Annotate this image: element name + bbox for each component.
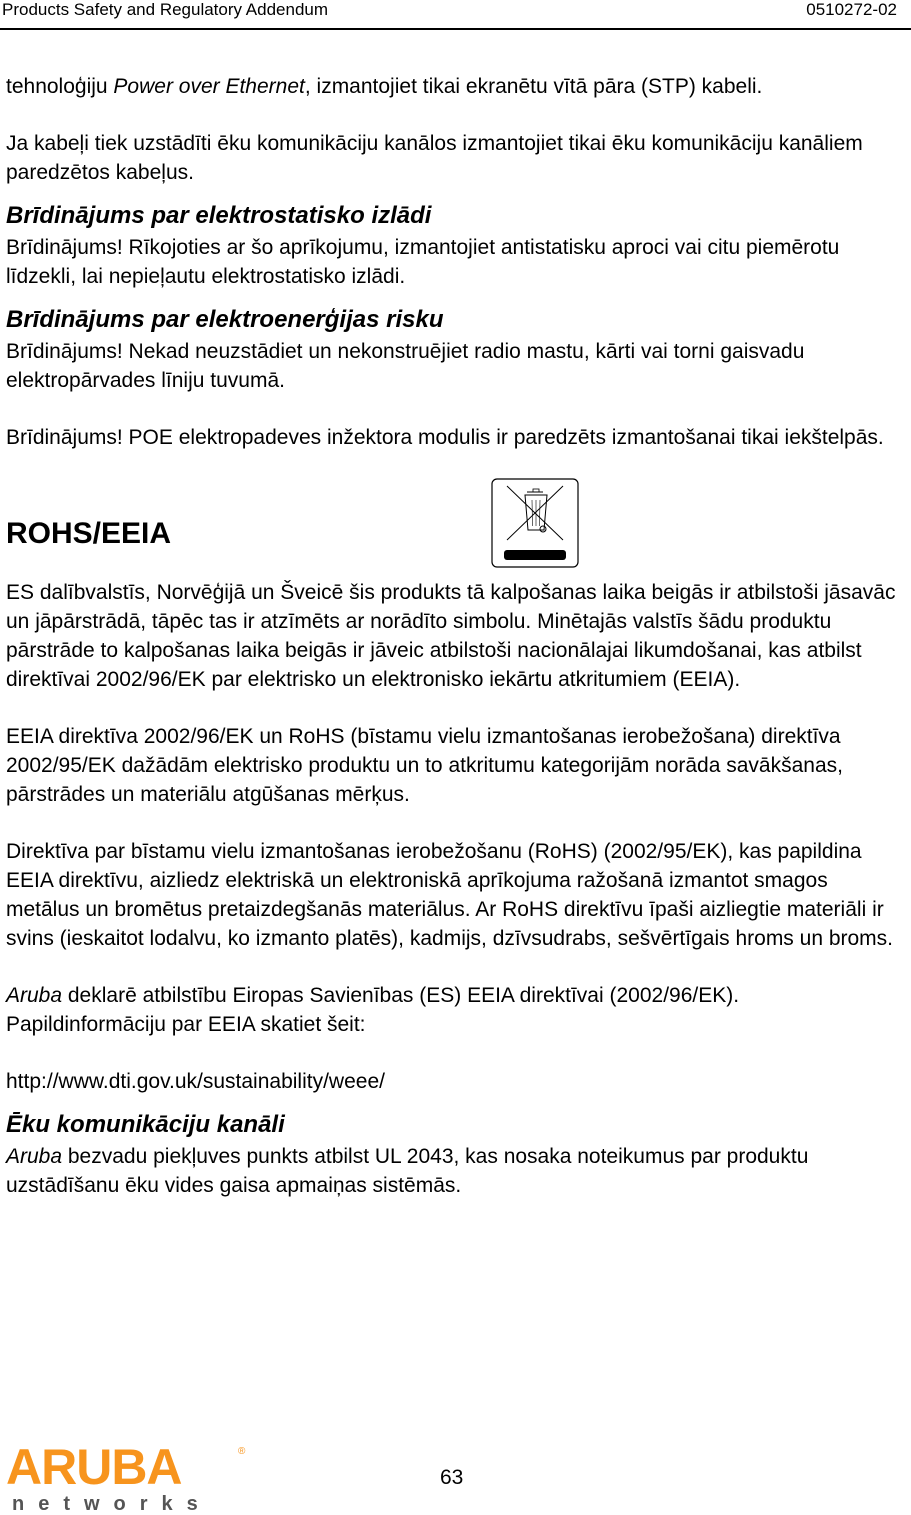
italic-brand: Aruba	[6, 984, 63, 1007]
aruba-networks-logo	[4, 1440, 254, 1515]
heading-esd-warning: Brīdinājums par elektrostatisko izlādi	[6, 202, 432, 229]
paragraph-weee-rohs-targets: EEIA direktīva 2002/96/EK un RoHS (bīstamu vielu izmantošanas ierobežošana) direktīva 2002/95/EK dažādām elektrisko produktu un to atkritumu kategorijām norāda savākšanas, pārstrādes un materiālu atgūšanas mērķus.	[6, 725, 843, 806]
paragraph-rohs-directive: Direktīva par bīstamu vielu izmantošanas ierobežošanu (RoHS) (2002/95/EK), kas papildina EEIA direktīvu, aizliedz elektriskā un elektroniskā aprīkojuma ražošanā izmantot smagos metālus un bromētus pretaizdegšanās materiālus. Ar RoHS direktīvu īpaši aizliegtie materiāli ir svins (ieskaitot lodalvu, ko izmanto platēs), kadmijs, dzīvsudrabs, sešvērtīgais hroms un broms.	[6, 840, 894, 950]
paragraph-aruba-declaration	[6, 981, 902, 1039]
page-number: 63	[440, 1466, 464, 1489]
italic-brand: Aruba	[6, 1145, 63, 1168]
paragraph-esd-warning: Brīdinājums! Rīkojoties ar šo aprīkojumu, izmantojiet antistatisku aproci vai citu piemērotu līdzekli, lai nepieļautu elektrostatisko izlādi.	[6, 236, 840, 288]
weee-url-link[interactable]: http://www.dti.gov.uk/sustainability/weee/	[6, 1070, 385, 1093]
text-run: tehnoloģiju	[6, 75, 114, 98]
weee-crossed-bin-icon	[491, 478, 579, 568]
heading-rohs: ROHS/EEIA	[6, 517, 172, 550]
paragraph-poe-cable	[6, 72, 902, 101]
paragraph-plenum-cable: Ja kabeļi tiek uzstādīti ēku komunikāciju kanālos izmantojiet tikai ēku komunikāciju kanāliem paredzētos kabeļus.	[6, 132, 863, 184]
svg-text:networks: networks	[12, 1493, 212, 1515]
paragraph-ul2043	[6, 1142, 902, 1200]
page-header	[0, 0, 911, 30]
paragraph-poe-indoor: Brīdinājums! POE elektropadeves inžektora modulis ir paredzēts izmantošanai tikai iekštelpās.	[6, 426, 884, 449]
text-run: deklarē atbilstību Eiropas Savienības (ES) EEIA direktīvai (2002/96/EK). Papildinformāciju par EEIA skatiet šeit:	[6, 984, 740, 1036]
heading-plenum: Ēku komunikāciju kanāli	[6, 1111, 285, 1138]
header-doc-number: 0510272-02	[806, 0, 897, 19]
italic-term: Power over Ethernet	[113, 75, 305, 98]
paragraph-weee-collection: ES dalībvalstīs, Norvēģijā un Šveicē šis produkts tā kalpošanas laika beigās ir atbilstoši jāsavāc un jāpārstrādā, tāpēc tas ir atzīmēts ar norādīto simbolu. Minētajās valstīs šādu produktu pārstrāde to kalpošanas laika beigās ir jāveic atbilstoši nacionālajai likumdošanai, kas atbilst direktīvai 2002/96/EK par elektrisko un elektronisko iekārtu atkritumiem (EEIA).	[6, 581, 896, 691]
page-content	[6, 72, 902, 1200]
header-title: Products Safety and Regulatory Addendum	[2, 0, 329, 19]
heading-electric-risk: Brīdinājums par elektroenerģijas risku	[6, 306, 444, 333]
svg-text:ARUBA: ARUBA	[6, 1440, 182, 1495]
text-run: , izmantojiet tikai ekranētu vītā pāra (STP) kabeli.	[304, 75, 763, 98]
svg-text:®: ®	[238, 1446, 246, 1457]
rohs-heading-row	[6, 478, 902, 578]
text-run: bezvadu piekļuves punkts atbilst UL 2043, kas nosaka noteikumus par produktu uzstādīšanu ēku vides gaisa apmaiņas sistēmās.	[6, 1145, 809, 1197]
paragraph-mast-warning: Brīdinājums! Nekad neuzstādiet un nekonstruējiet radio mastu, kārti vai torni gaisvadu elektropārvades līniju tuvumā.	[6, 340, 805, 392]
